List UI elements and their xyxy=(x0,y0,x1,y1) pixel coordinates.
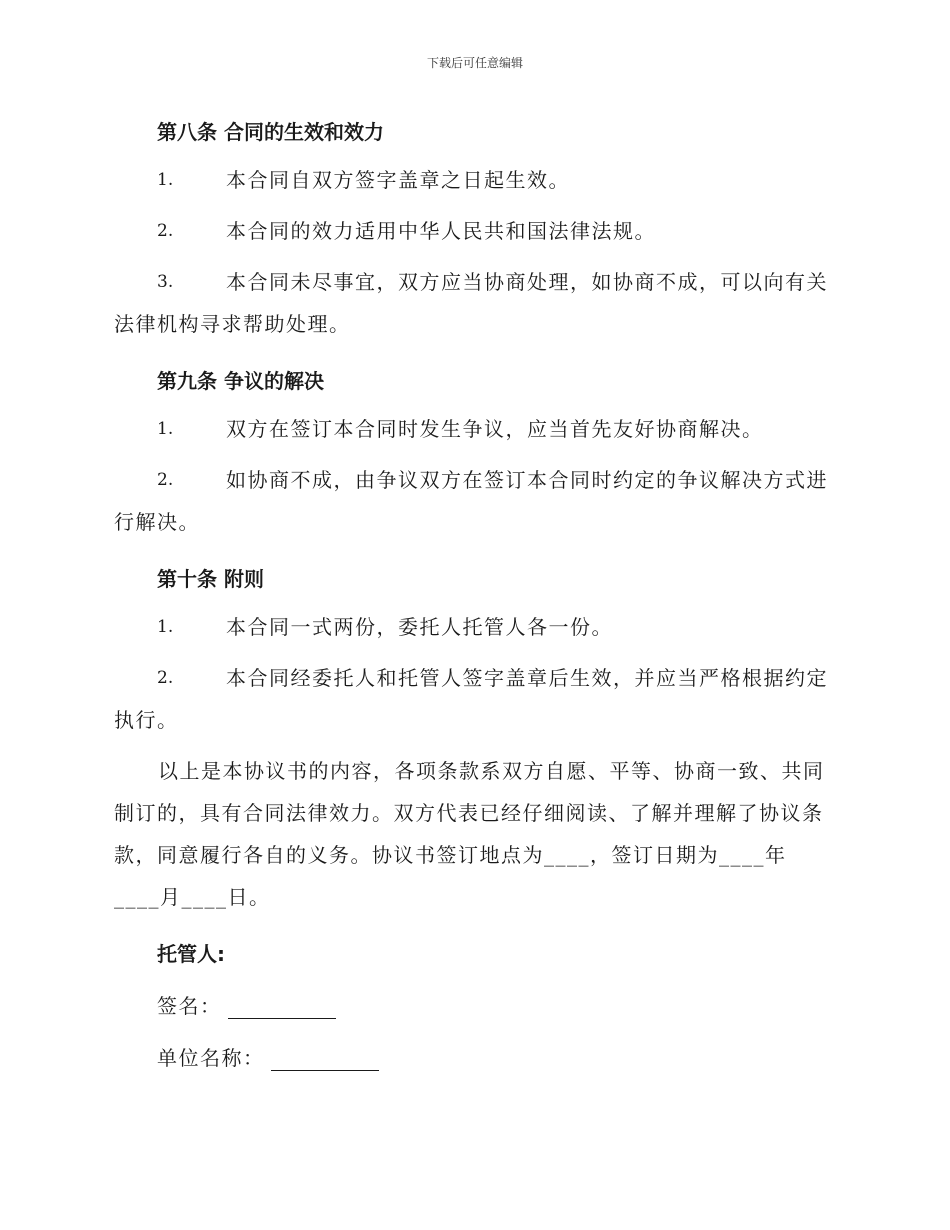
clause-item xyxy=(0,159,950,201)
page-header: 下载后可任意编辑 xyxy=(426,56,523,70)
clause-text: 本合同经委托人和托管人签字盖章后生效，并应当严格根据约定执行。 xyxy=(114,666,828,732)
clause-text: 本合同的效力适用中华人民共和国法律法规。 xyxy=(226,219,656,243)
clause-text: 如协商不成，由争议双方在签订本合同时约定的争议解决方式进行解决。 xyxy=(114,468,828,534)
signature-field xyxy=(157,990,336,1019)
clause-text: 本合同自双方签字盖章之日起生效。 xyxy=(226,168,570,192)
clause-text: 本合同一式两份，委托人托管人各一份。 xyxy=(226,615,613,639)
unit-name-label: 单位名称： xyxy=(157,1046,265,1070)
clause-text: 本合同未尽事宜，双方应当协商处理，如协商不成，可以向有关法律机构寻求帮助处理。 xyxy=(114,270,828,336)
clause-text: 双方在签订本合同时发生争议，应当首先友好协商解决。 xyxy=(226,417,764,441)
signature-label: 签名： xyxy=(157,994,222,1018)
party-label: 托管人: xyxy=(157,942,225,966)
clause-item xyxy=(0,606,950,648)
clause-number: 1. xyxy=(157,617,174,637)
clause-number: 2. xyxy=(157,221,174,241)
unit-name-blank-line[interactable] xyxy=(271,1050,379,1071)
unit-name-field xyxy=(157,1042,379,1071)
signature-blank-line[interactable] xyxy=(228,998,336,1019)
section-heading: 第八条 合同的生效和效力 xyxy=(157,120,384,144)
clause-item xyxy=(0,210,950,252)
clause-item xyxy=(0,408,950,450)
clause-item xyxy=(0,657,950,741)
section-heading: 第九条 争议的解决 xyxy=(157,369,324,393)
clause-number: 1. xyxy=(157,419,174,439)
clause-item xyxy=(0,261,950,345)
clause-number: 2. xyxy=(157,470,174,490)
closing-paragraph: 以上是本协议书的内容，各项条款系双方自愿、平等、协商一致、共同制订的，具有合同法律效力。双方代表已经仔细阅读、了解并理解了协议条款，同意履行各自的义务。协议书签订地点为____，签订日期为____年____月____日。 xyxy=(114,759,825,909)
section-heading: 第十条 附则 xyxy=(157,567,264,591)
clause-number: 3. xyxy=(157,272,174,292)
clause-item xyxy=(0,459,950,543)
clause-number: 2. xyxy=(157,668,174,688)
clause-number: 1. xyxy=(157,170,174,190)
